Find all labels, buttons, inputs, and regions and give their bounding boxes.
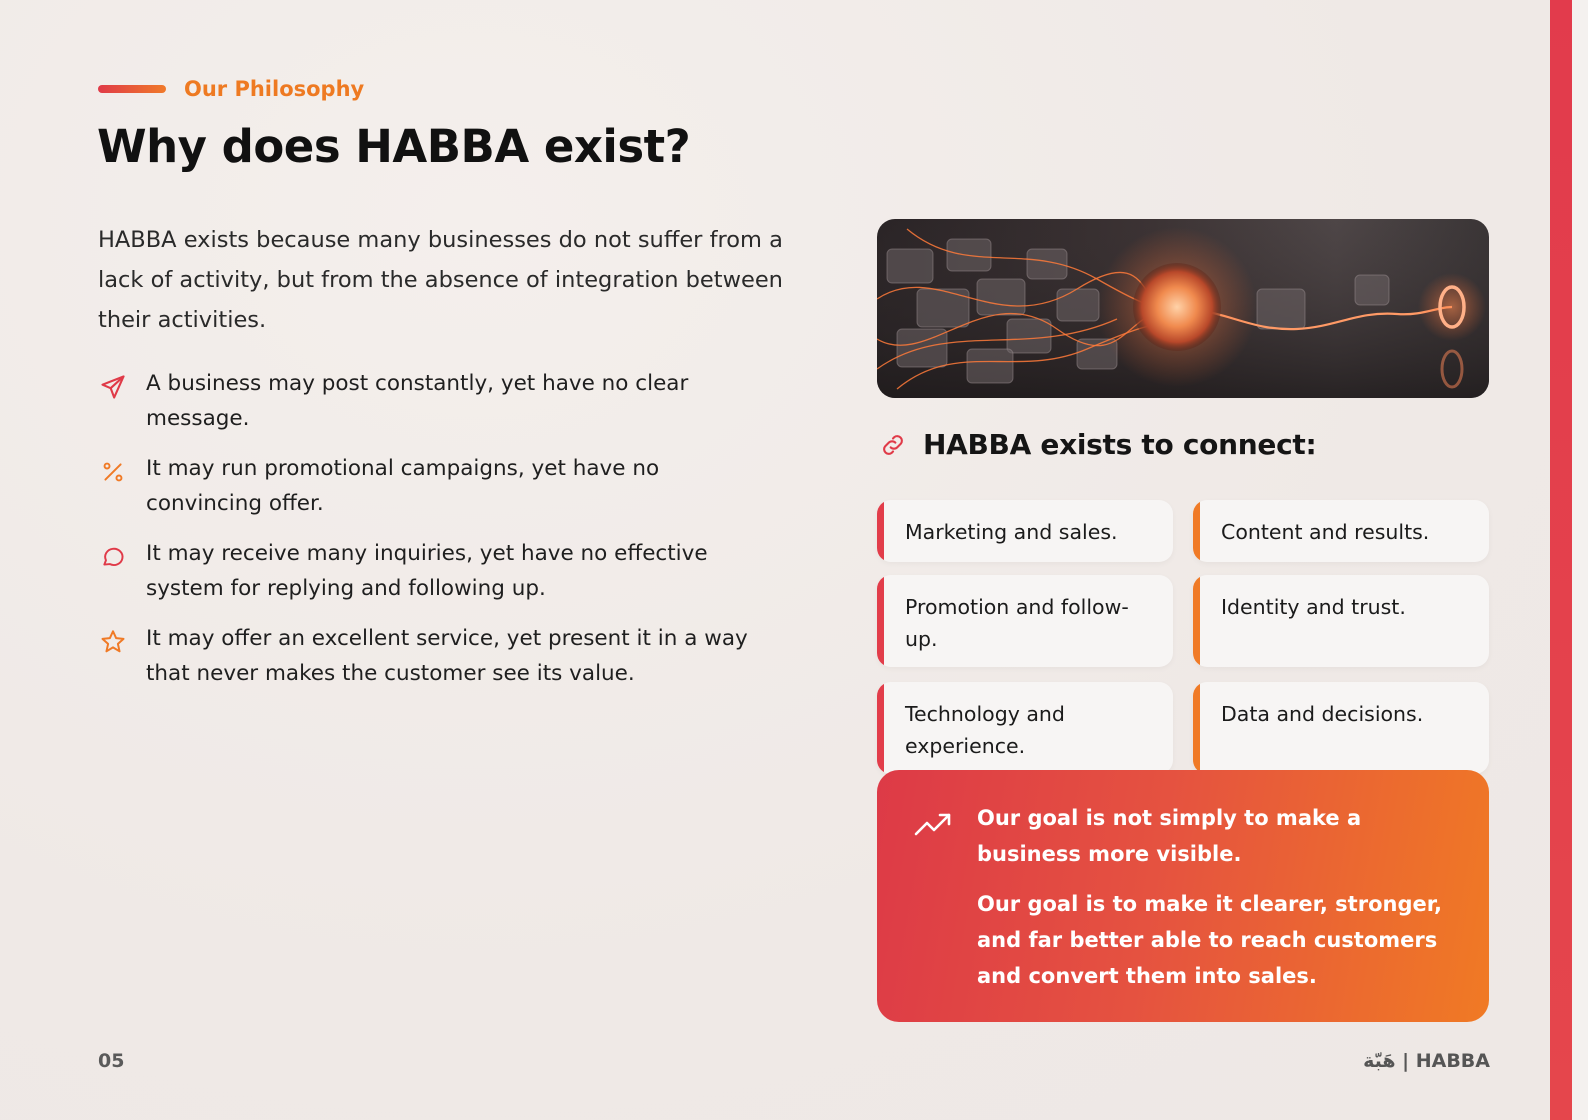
problem-item <box>98 366 778 436</box>
goal-callout <box>877 770 1489 1022</box>
problem-text: It may receive many inquiries, yet have no effective system for replying and following up. <box>146 541 708 601</box>
right-edge <box>1572 0 1588 1120</box>
goal-text-primary: Our goal is not simply to make a business more visible. <box>977 806 1362 866</box>
connect-heading <box>877 428 1316 461</box>
problem-list <box>98 366 778 706</box>
footer-brand: هَبّة | HABBA <box>1363 1050 1490 1072</box>
connect-card: Technology and experience. <box>877 682 1173 774</box>
page-number: 05 <box>98 1050 125 1072</box>
connect-card: Identity and trust. <box>1193 575 1489 667</box>
problem-item <box>98 451 778 521</box>
connect-card: Content and results. <box>1193 500 1489 562</box>
star-icon <box>98 627 128 657</box>
problem-text: It may run promotional campaigns, yet have no convincing offer. <box>146 456 660 516</box>
hero-image <box>877 219 1489 398</box>
connect-card: Marketing and sales. <box>877 500 1173 562</box>
connect-card: Data and decisions. <box>1193 682 1489 774</box>
eyebrow <box>98 76 364 102</box>
send-icon <box>98 372 128 402</box>
chat-bubble-icon <box>98 542 128 572</box>
problem-text: It may offer an excellent service, yet present it in a way that never makes the customer see its value. <box>146 626 748 686</box>
problem-item <box>98 536 778 606</box>
connect-heading-text: HABBA exists to connect: <box>923 428 1317 461</box>
problem-item <box>98 621 778 691</box>
percent-icon <box>98 457 128 487</box>
link-icon <box>877 429 909 461</box>
intro-paragraph: HABBA exists because many businesses do not suffer from a lack of activity, but from the absence of integration between their activities. <box>98 227 783 333</box>
right-accent-stripe <box>1550 0 1572 1120</box>
problem-text: A business may post constantly, yet have no clear message. <box>146 371 689 431</box>
eyebrow-label: Our Philosophy <box>184 77 365 101</box>
eyebrow-bar <box>98 85 166 93</box>
page-title: Why does HABBA exist? <box>97 120 691 173</box>
goal-text-secondary: Our goal is to make it clearer, stronger, and far better able to reach customers and convert them into sales. <box>977 892 1442 988</box>
trending-up-icon <box>913 810 953 840</box>
connect-card: Promotion and follow-up. <box>877 575 1173 667</box>
